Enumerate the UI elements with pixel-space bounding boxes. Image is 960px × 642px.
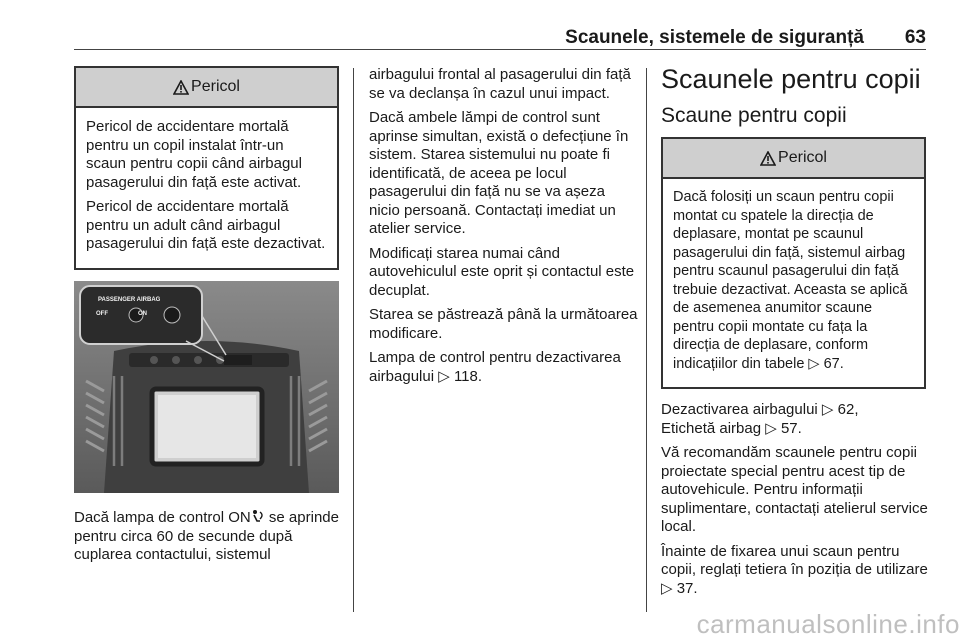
paragraph: Dacă ambele lămpi de control sunt aprinse simultan, există o defecțiune în sistem. Starea sistemului nu poate fi identificată, de aceea pe locul pasagerului din față nu se va așeza nicio persoană. Contactați imediat un atelier service. [369, 109, 629, 237]
column-3-text [661, 401, 929, 604]
warning-triangle-icon [760, 151, 776, 166]
warning-paragraph: Pericol de accidentare mortală pentru un adult când airbagul pasagerului din față este dezactivat. [86, 198, 326, 252]
page-ref-arrow-icon: ▷ [765, 419, 777, 437]
section-heading: Scaunele pentru copii [661, 64, 921, 94]
page-ref-link[interactable]: 37. [676, 579, 698, 597]
warning-paragraph: Pericol de accidentare mortală pentru un copil instalat într-un scaun pentru copii când airbagul pasagerului din față este activat. [86, 118, 302, 191]
paragraph: Dacă lampa de control ON se aprinde pentru circa 60 de secunde după cuplarea contactului, sistemul [74, 509, 339, 563]
page-ref-arrow-icon: ▷ [661, 579, 673, 597]
warning-title: Pericol [778, 149, 827, 166]
page-header [74, 22, 926, 50]
warning-body [663, 179, 924, 381]
chapter-title: Scaunele, sistemele de siguranță [565, 27, 864, 48]
warning-title: Pericol [191, 78, 240, 95]
page-ref-link[interactable]: 62, [837, 401, 859, 418]
danger-warning-box [661, 137, 926, 389]
page-ref-link[interactable]: 57. [780, 419, 802, 437]
warning-paragraph: Dacă folosiți un scaun pentru copii montat cu spatele la direcția de deplasare, montat pe scaunul pasagerului din față, sistemul airbag pentru scaunul pasagerului din față trebuie dezactivat. Aceasta se aplică de asemenea anumitor scaune pentru copii montate cu fața la direcția de deplasare, conform indicațiilor din tabele ▷ 67. [673, 189, 908, 372]
warning-body [76, 108, 337, 262]
paragraph: Înainte de fixarea unui scaun pentru copii, reglați tetiera în poziția de utilizare ▷ 37. [661, 542, 928, 597]
paragraph: Modificați starea numai când autovehiculul este oprit și contactul este decuplat. [369, 244, 635, 299]
watermark: carmanualsonline.info [696, 609, 960, 639]
page-ref-link[interactable]: 67. [823, 355, 844, 372]
page-ref-arrow-icon: ▷ [808, 355, 820, 372]
column-1-text [74, 509, 342, 571]
column-divider [646, 68, 647, 612]
page-ref-link[interactable]: 118. [453, 367, 483, 385]
warning-header [76, 68, 337, 108]
airbag-panel-photo [74, 281, 339, 493]
on-label: ON [138, 311, 147, 317]
warning-header [663, 139, 924, 179]
off-label: OFF [96, 311, 108, 317]
warning-triangle-icon [173, 80, 189, 95]
subsection-heading: Scaune pentru copii [661, 104, 847, 127]
column-2-text [369, 66, 639, 392]
paragraph: Lampa de control pentru dezactivarea airbagului ▷ 118. [369, 349, 621, 385]
danger-warning-box [74, 66, 339, 270]
paragraph: Dezactivarea airbagului ▷ 62, Etichetă airbag ▷ 57. [661, 401, 859, 437]
paragraph: Starea se păstrează până la următoarea modificare. [369, 306, 638, 342]
page-ref-arrow-icon: ▷ [821, 401, 834, 418]
page-ref-arrow-icon: ▷ [438, 367, 450, 385]
paragraph: airbagului frontal al pasagerului din față se va declanșa în cazul unui impact. [369, 66, 631, 102]
panel-title: PASSENGER AIRBAG [98, 297, 161, 303]
airbag-on-icon [251, 509, 265, 523]
page-number: 63 [904, 27, 926, 48]
column-divider [353, 68, 354, 612]
paragraph: Vă recomandăm scaunele pentru copii proiectate special pentru acest tip de autovehicule. Pentru informații suplimentare, contactați atelierul service local. [661, 444, 928, 535]
